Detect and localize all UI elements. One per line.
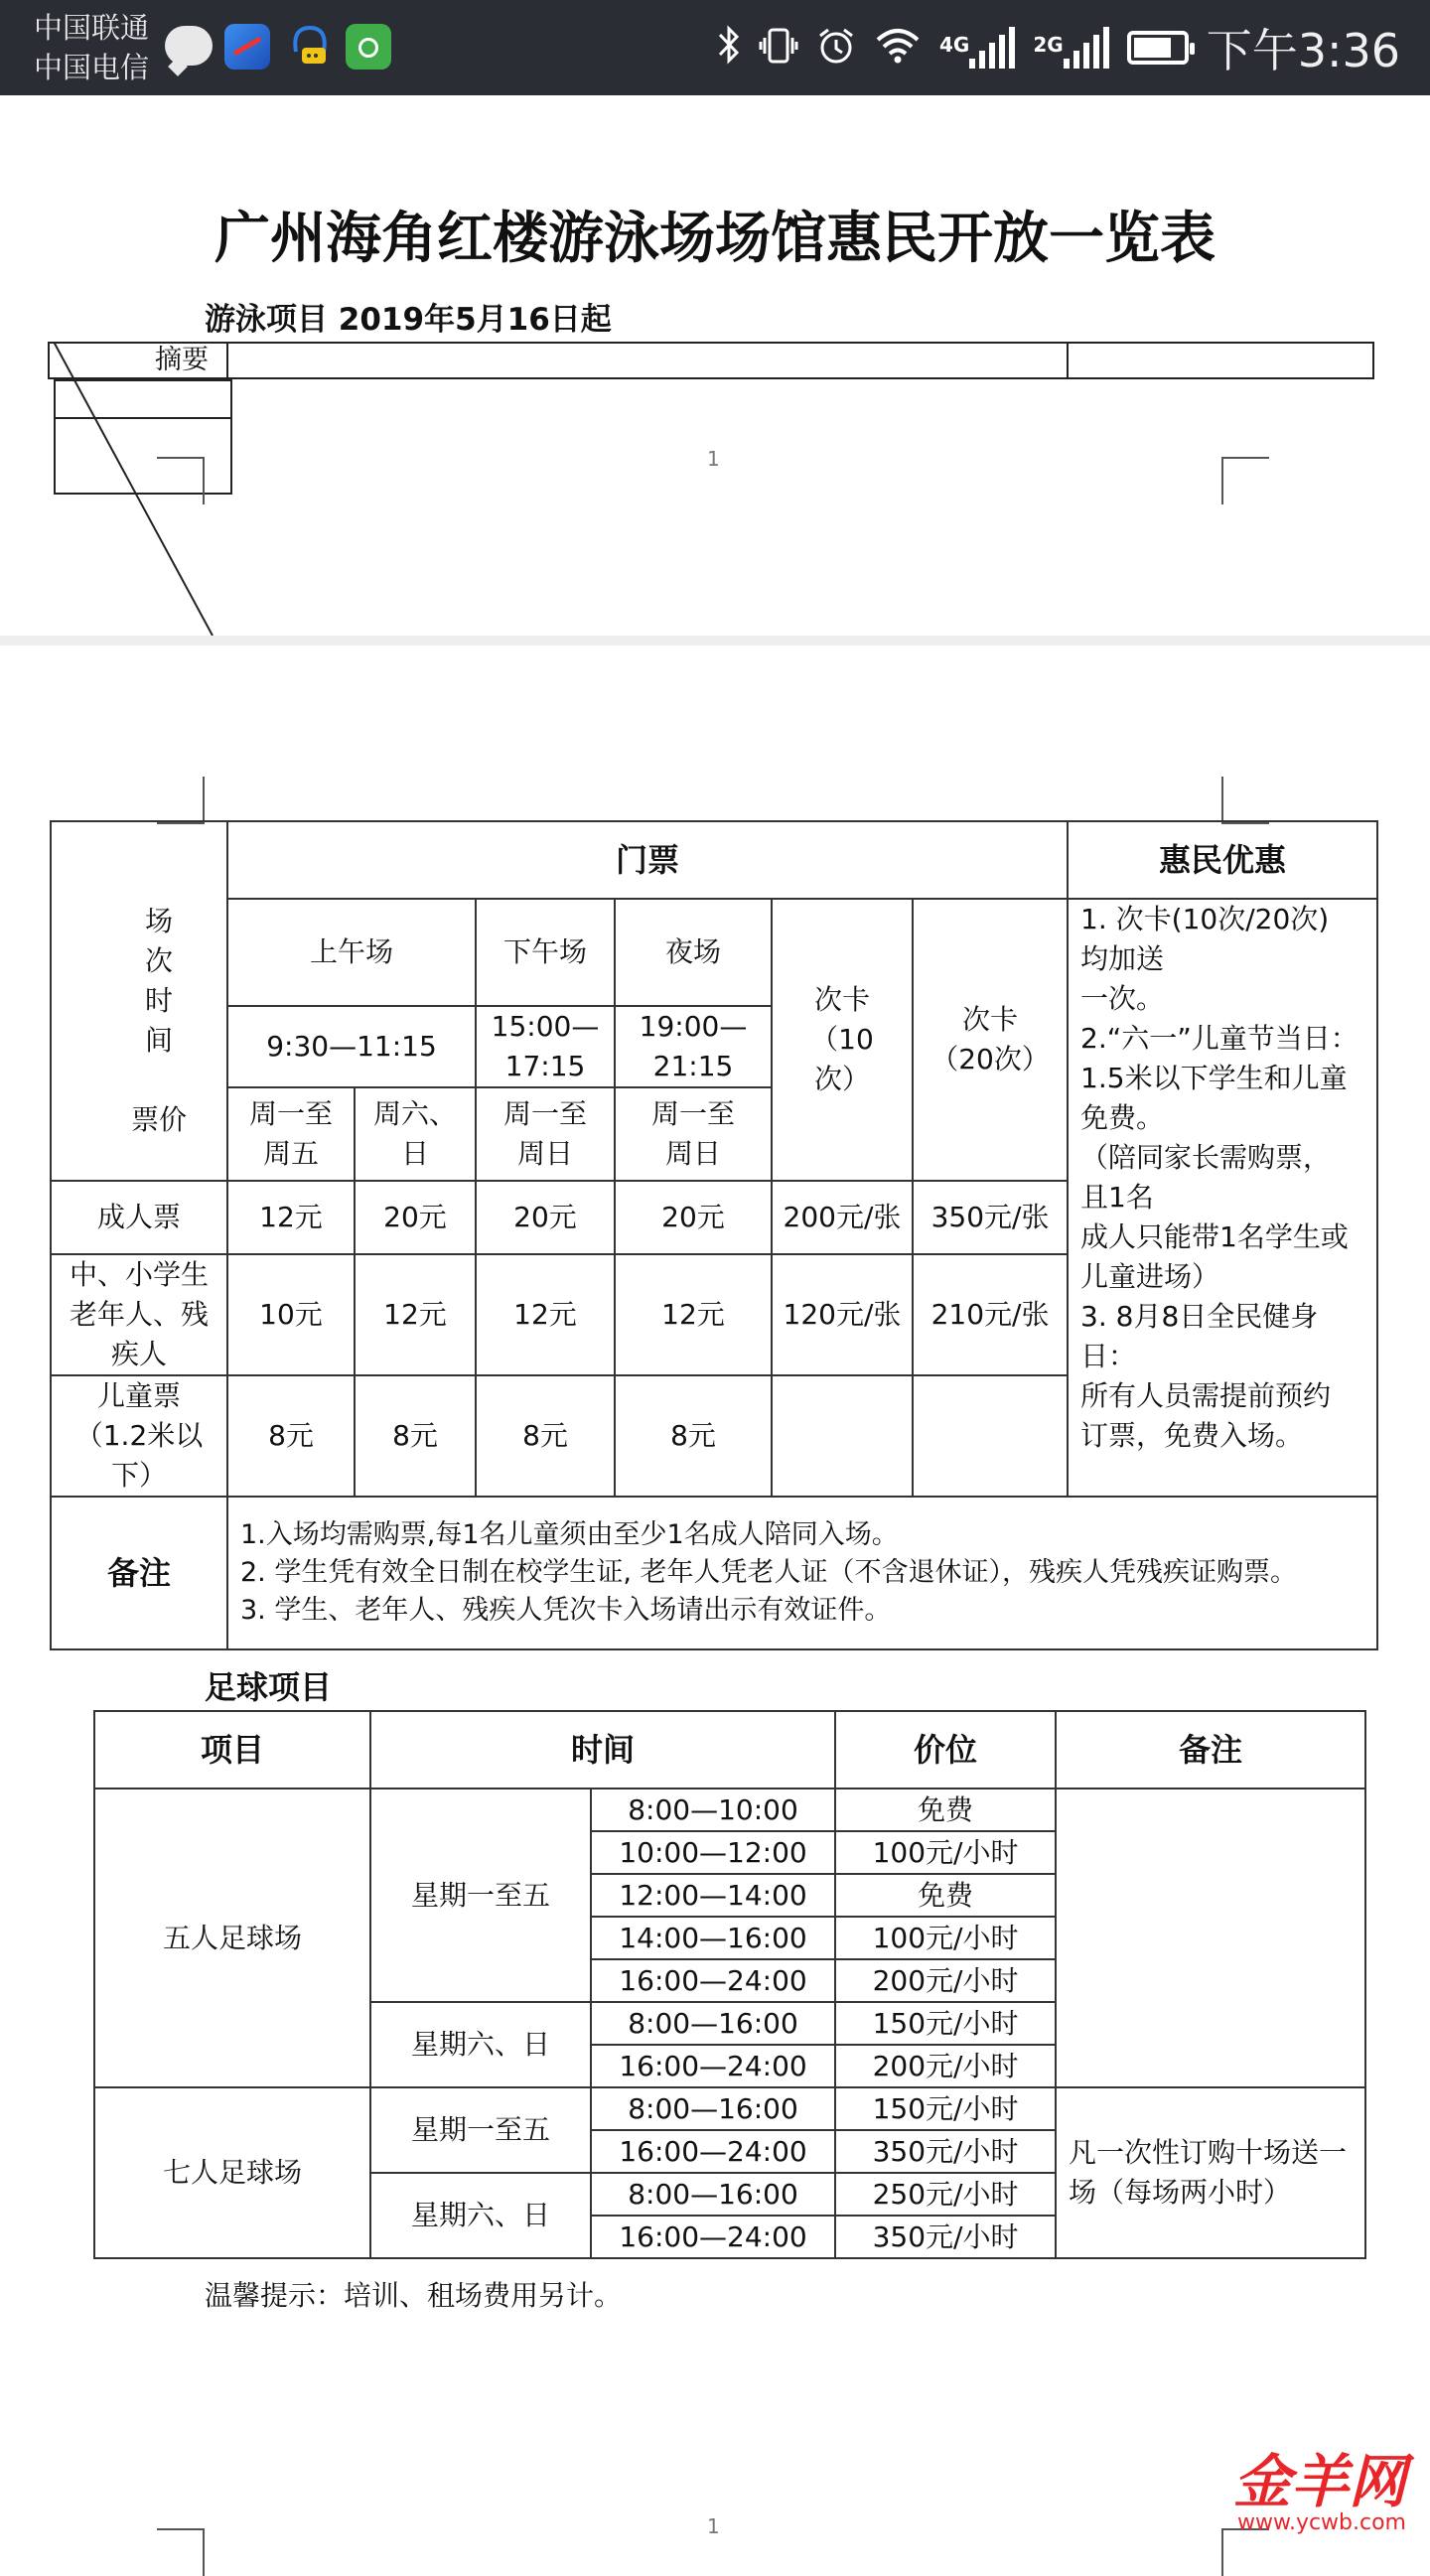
status-time: 下午3:36 [1206,24,1400,77]
battery-icon [1127,31,1189,65]
time-afternoon: 15:00—17:15 [476,1006,615,1087]
summary-divider [1067,344,1069,377]
promo-text: 1. 次卡(10次/20次) 均加送 一次。 2.“六一”儿童节当日： 1.5米以下学生和儿童 免费。 （陪同家长需购票， 且1名 成人只能带1名学生或 儿童进场） 3. 8月8日全民健身 日： 所有人员需提前预约 订票，免费入场。 [1068,899,1377,1497]
price-cell: 20元 [355,1181,476,1254]
wifi-icon [874,26,922,70]
price-cell: 免费 [835,1789,1056,1831]
row-label-child: 儿童票 （1.2米以 下） [51,1375,227,1497]
price-cell: 150元/小时 [835,2087,1056,2130]
price-cell: 100元/小时 [835,1831,1056,1874]
crop-mark-bottom-r [1221,2528,1269,2576]
seven-weekday-label: 星期一至五 [370,2087,591,2173]
time-cell: 10:00—12:00 [591,1831,835,1874]
time-cell: 14:00—16:00 [591,1917,835,1959]
days-1: 周六、 日 [355,1087,476,1181]
vibrate-icon [759,26,798,70]
venue-seven: 七人足球场 [94,2087,370,2258]
page-number: 1 [707,447,720,471]
price-cell: 200元/张 [772,1181,913,1254]
crop-mark-bottom-l [157,2528,205,2576]
time-cell: 16:00—24:00 [591,1959,835,2002]
document-title: 广州海角红楼游泳场场馆惠民开放一览表 [214,207,1216,271]
swim-table [50,820,1378,1650]
price-cell: 20元 [615,1181,772,1254]
price-cell: 120元/张 [772,1254,913,1375]
seven-weekend-label: 星期六、日 [370,2173,591,2258]
summary-header-table [48,342,1374,379]
five-weekend-label: 星期六、日 [370,2002,591,2087]
ticket-header: 门票 [227,821,1068,899]
football-section-title: 足球项目 [205,1668,333,1706]
price-cell: 350元/小时 [835,2130,1056,2173]
header-time: 时间 [370,1711,835,1789]
seven-note: 凡一次性订购十场送一场（每场两小时） [1056,2087,1365,2258]
app-icon-qq[interactable] [288,22,332,70]
carrier-labels [34,8,149,87]
price-cell: 210元/张 [913,1254,1068,1375]
days-3: 周一至 周日 [615,1087,772,1181]
price-cell: 8元 [615,1375,772,1497]
five-note [1056,1789,1365,2087]
carrier-2: 中国电信 [34,51,150,84]
venue-five: 五人足球场 [94,1789,370,2087]
time-cell: 16:00—24:00 [591,2130,835,2173]
watermark [1233,2435,1406,2535]
table-diagonal-header: 场 次 时 间 票价 [51,821,227,1181]
row-label-adult: 成人票 [51,1181,227,1254]
alarm-icon [816,26,856,70]
crop-mark-br [1221,777,1269,824]
price-cell: 8元 [476,1375,615,1497]
price-cell [772,1375,913,1497]
notes-label: 备注 [51,1497,227,1649]
header-item: 项目 [94,1711,370,1789]
football-table [93,1710,1366,2259]
table-row [94,2087,1365,2130]
watermark-logo: 金羊网 [1232,2448,1406,2515]
session-afternoon: 下午场 [476,899,615,1006]
price-cell: 100元/小时 [835,1917,1056,1959]
price-cell: 免费 [835,1874,1056,1917]
price-cell: 150元/小时 [835,2002,1056,2045]
session-morning: 上午场 [227,899,476,1006]
signal-icon-1: 4G [939,27,1015,69]
bluetooth-icon [717,25,741,71]
crop-mark-tl [157,457,205,504]
card-10: 次卡 （10 次） [772,899,913,1181]
app-icon-green[interactable] [346,24,391,70]
table-row [94,1789,1365,1831]
status-bar [0,0,1430,95]
price-cell: 12元 [476,1254,615,1375]
session-night: 夜场 [615,899,772,1006]
five-weekday-label: 星期一至五 [370,1789,591,2002]
price-cell: 350元/张 [913,1181,1068,1254]
header-diagonal [52,822,226,1180]
page-gap [0,636,1430,645]
time-cell: 16:00—24:00 [591,2216,835,2258]
note-1: 1.入场均需购票,每1名儿童须由至少1名成人陪同入场。 [240,1519,899,1550]
time-cell: 16:00—24:00 [591,2045,835,2087]
tip-text: 温馨提示：培训、租场费用另计。 [205,2279,623,2312]
signal-icon-2: 2G [1033,27,1108,69]
time-cell: 8:00—16:00 [591,2173,835,2216]
price-cell: 350元/小时 [835,2216,1056,2258]
app-icon-blue[interactable] [224,24,270,70]
note-3: 3. 学生、老年人、残疾人凭次卡入场请出示有效证件。 [240,1595,892,1626]
time-cell: 8:00—10:00 [591,1789,835,1831]
price-cell: 8元 [355,1375,476,1497]
time-night: 19:00—21:15 [615,1006,772,1087]
price-cell: 250元/小时 [835,2173,1056,2216]
time-cell: 8:00—16:00 [591,2002,835,2045]
header-note: 备注 [1056,1711,1365,1789]
summary-label: 摘要 [50,344,228,377]
crop-mark-bl [157,777,205,824]
price-cell: 8元 [227,1375,355,1497]
watermark-url: www.ycwb.com [1236,2510,1406,2535]
note-2: 2. 学生凭有效全日制在校学生证, 老年人凭老人证（不含退休证），残疾人凭残疾证购票。 [240,1557,1298,1588]
page-number-2: 1 [707,2514,720,2538]
notes-text [227,1497,1377,1649]
price-cell: 200元/小时 [835,2045,1056,2087]
price-cell: 12元 [355,1254,476,1375]
price-cell: 12元 [227,1181,355,1254]
days-0: 周一至 周五 [227,1087,355,1181]
message-icon[interactable] [165,26,213,66]
time-morning: 9:30—11:15 [227,1006,476,1087]
price-cell: 20元 [476,1181,615,1254]
time-cell: 8:00—16:00 [591,2087,835,2130]
swim-subtitle: 游泳项目 2019年5月16日起 [205,302,612,338]
promo-header: 惠民优惠 [1068,821,1377,899]
crop-mark-tr [1221,457,1269,504]
time-cell: 12:00—14:00 [591,1874,835,1917]
price-cell: 200元/小时 [835,1959,1056,2002]
row-label-student: 中、小学生 老年人、残 疾人 [51,1254,227,1375]
price-cell: 12元 [615,1254,772,1375]
carrier-1: 中国联通 [34,11,150,45]
days-2: 周一至 周日 [476,1087,615,1181]
price-cell [913,1375,1068,1497]
status-icons [717,14,1400,81]
price-cell: 10元 [227,1254,355,1375]
card-20: 次卡 （20次） [913,899,1068,1181]
header-price: 价位 [835,1711,1056,1789]
